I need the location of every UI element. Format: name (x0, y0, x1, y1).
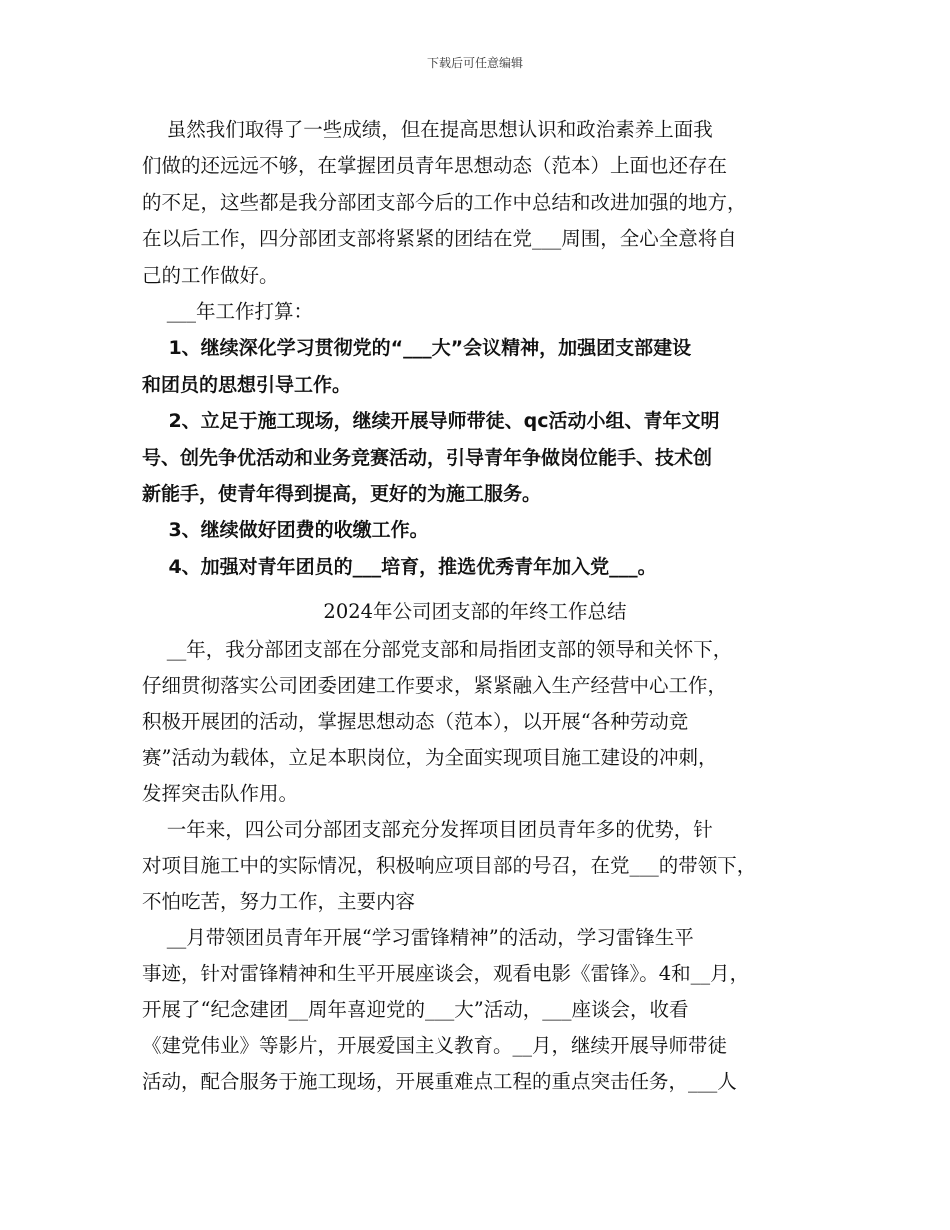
plan-item-1-cont: 和团员的思想引导工作。 (142, 373, 352, 396)
paragraph-line: 不怕吃苦，努力工作，主要内容 (142, 890, 416, 913)
section-annual-summary (142, 632, 822, 1100)
paragraph-line: 活动，配合服务于施工现场，开展重难点工程的重点突击任务，___人 (142, 1070, 737, 1093)
paragraph-line: 一年来，四公司分部团支部充分发挥项目团员青年多的优势，针 (142, 818, 713, 841)
paragraph-line: 的不足，这些都是我分部团支部今后的工作中总结和改进加强的地方， (142, 190, 747, 214)
paragraph-line: __月带领团员青年开展“学习雷锋精神”的活动，学习雷锋生平 (142, 926, 694, 949)
paragraph-line: 积极开展团的活动，掌握思想动态（范本），以开展“各种劳动竞 (142, 710, 689, 733)
paragraph-line: 虽然我们取得了一些成绩，但在提高思想认识和政治素养上面我 (142, 118, 713, 141)
plan-heading: ___年工作打算： (142, 299, 314, 323)
paragraph-line: 己的工作做好。 (142, 263, 279, 287)
plan-item-4: 4、加强对青年团员的___培育，推选优秀青年加入党___。 (142, 555, 657, 578)
section-previous-summary (142, 112, 822, 585)
plan-item-2-cont: 新能手，使青年得到提高，更好的为施工服务。 (142, 482, 542, 505)
header-note: 下载后可任意编辑 (426, 56, 523, 70)
paragraph-line: 在以后工作，四分部团支部将紧紧的团结在党___周围，全心全意将自 (142, 227, 737, 251)
paragraph-line: 《建党伟业》等影片，开展爱国主义教育。__月，继续开展导师带徒 (142, 1034, 728, 1057)
paragraph-line: 赛”活动为载体，立足本职岗位，为全面实现项目施工建设的冲刺， (142, 746, 718, 769)
paragraph-line: 仔细贯彻落实公司团委团建工作要求，紧紧融入生产经营中心工作， (142, 674, 728, 697)
paragraph-line: __年，我分部团支部在分部党支部和局指团支部的领导和关怀下， (142, 638, 733, 661)
plan-item-3: 3、继续做好团费的收缴工作。 (142, 519, 429, 542)
plan-item-2-cont: 号、创先争优活动和业务竞赛活动，引导青年争做岗位能手、技术创 (142, 446, 713, 469)
document-title: 2024年公司团支部的年终工作总结 (323, 600, 627, 623)
paragraph-line: 发挥突击队作用。 (142, 782, 299, 805)
paragraph-line: 开展了“纪念建团__周年喜迎党的___大”活动，___座谈会，收看 (142, 998, 689, 1021)
paragraph-line: 们做的还远远不够，在掌握团员青年思想动态（范本）上面也还存在 (142, 154, 728, 178)
paragraph-line: 事迹，针对雷锋精神和生平开展座谈会，观看电影《雷锋》。4和__月， (142, 962, 750, 985)
plan-item-2: 2、立足于施工现场，继续开展导师带徒、qc活动小组、青年文明 (142, 410, 720, 433)
paragraph-line: 对项目施工中的实际情况，积极响应项目部的号召，在党___的带领下， (142, 854, 757, 877)
plan-item-1: 1、继续深化学习贯彻党的“___大”会议精神，加强团支部建设 (142, 337, 692, 360)
